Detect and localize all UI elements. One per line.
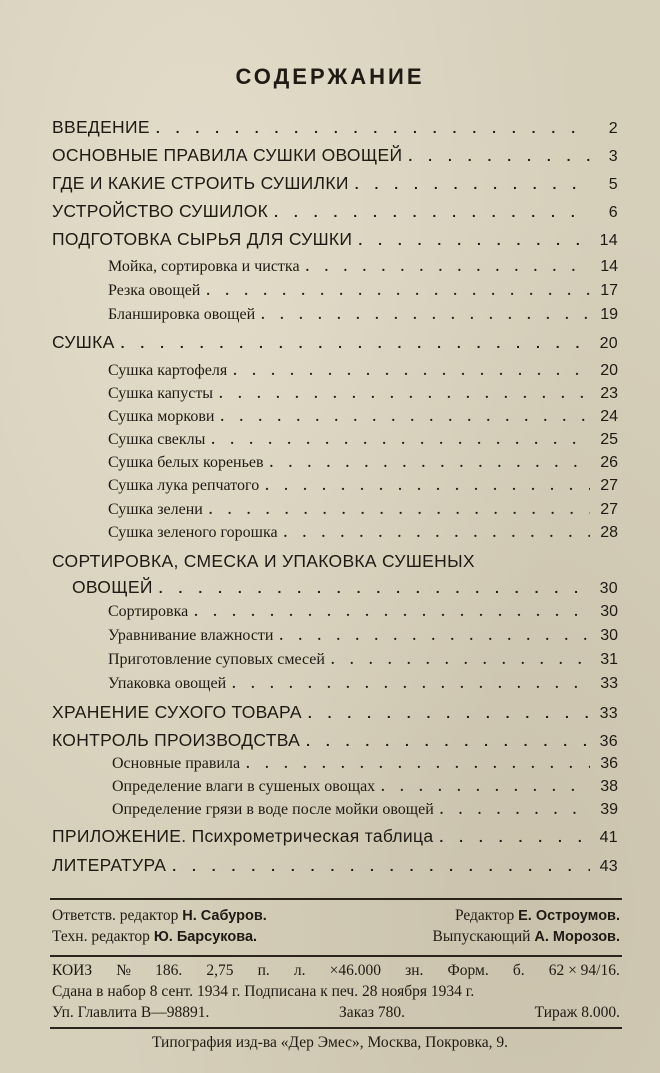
toc-entry-page: 36 xyxy=(600,755,618,772)
imprint-token: л. xyxy=(293,962,306,979)
toc-entry-page: 2 xyxy=(608,120,618,137)
top-divider xyxy=(50,898,622,900)
editor-name: Е. Остроумов. xyxy=(518,908,620,924)
dot-leader xyxy=(265,479,590,495)
toc-entry-label: Определение влаги в сушеных овощах xyxy=(112,778,376,795)
toc-entry-page: 27 xyxy=(600,501,618,518)
issuer xyxy=(433,928,620,946)
toc-entry-page: 31 xyxy=(600,651,618,668)
imprint-license-row xyxy=(52,1004,620,1022)
imprint-token: ×46.000 xyxy=(329,962,381,979)
toc-entry-page: 33 xyxy=(600,675,618,692)
toc-entry xyxy=(52,826,618,847)
toc-entry-label: СУШКА xyxy=(52,332,115,352)
toc-entry-label: ПРИЛОЖЕНИЕ. Психрометрическая таблица xyxy=(52,826,434,846)
dot-leader xyxy=(261,308,590,324)
toc-entry xyxy=(52,229,618,250)
toc-entry-page: 5 xyxy=(608,176,618,193)
imprint-token: зн. xyxy=(405,962,424,979)
toc-entry xyxy=(52,332,618,353)
toc-entry-page: 6 xyxy=(608,204,618,221)
dot-leader xyxy=(194,605,590,621)
issuer-label: Выпускающий xyxy=(432,928,531,945)
toc-subentry xyxy=(112,755,618,773)
dot-leader xyxy=(408,148,590,164)
toc-entry-label: Сушка капусты xyxy=(108,385,214,402)
toc-entry-label: Бланшировка овощей xyxy=(108,306,256,323)
imprint-editors-row-2 xyxy=(52,928,620,946)
toc-subentry xyxy=(108,627,618,645)
imprint-token: КОИЗ xyxy=(52,962,93,979)
toc-subentry xyxy=(108,282,618,300)
toc-entry-page: 25 xyxy=(600,431,618,448)
toc-entry-page: 27 xyxy=(600,477,618,494)
toc-subentry xyxy=(108,651,618,669)
toc-subentry xyxy=(112,801,618,819)
responsible-editor xyxy=(52,907,267,925)
toc-entry-page: 20 xyxy=(599,335,618,352)
toc-entry-label: Сушка белых кореньев xyxy=(108,454,264,471)
imprint-printer-line: Типография изд-ва «Дер Эмес», Москва, Покровка, 9. xyxy=(151,1034,509,1051)
toc-entry-label: Определение грязи в воде после мойки овощей xyxy=(112,801,434,818)
tech-editor-name: Ю. Барсукова. xyxy=(153,929,258,945)
responsible-editor-label: Ответств. редактор xyxy=(52,907,179,924)
toc-entry-label: УСТРОЙСТВО СУШИЛОК xyxy=(52,201,269,221)
toc-entry-page: 30 xyxy=(600,627,618,644)
toc-entry-page: 23 xyxy=(600,385,618,402)
toc-entry-label: Сушка зеленого горошка xyxy=(108,524,278,541)
bottom-divider xyxy=(50,1027,622,1029)
toc-entry-page: 14 xyxy=(599,232,618,249)
toc-subentry xyxy=(112,778,618,796)
dot-leader xyxy=(306,733,590,749)
tech-editor xyxy=(52,928,257,946)
dot-leader xyxy=(284,526,590,542)
dot-leader xyxy=(274,204,590,220)
imprint-license: Уп. Главлита В—98891. xyxy=(52,1004,210,1021)
toc-entry-label: ХРАНЕНИЕ СУХОГО ТОВАРА xyxy=(52,702,302,722)
dot-leader xyxy=(306,260,590,276)
responsible-editor-name: Н. Сабуров. xyxy=(182,908,267,924)
tech-editor-label: Техн. редактор xyxy=(52,928,150,945)
imprint-token: 186. xyxy=(155,962,183,979)
toc-subentry xyxy=(108,524,618,542)
dot-leader xyxy=(159,580,590,596)
dot-leader xyxy=(331,653,590,669)
toc-entry-page: 30 xyxy=(600,603,618,620)
toc-entry-label: Сушка свеклы xyxy=(108,431,206,448)
toc-entry xyxy=(52,702,618,723)
toc-entry-label: Сушка зелени xyxy=(108,501,203,518)
dot-leader xyxy=(233,364,590,380)
toc-subentry xyxy=(108,258,618,276)
dot-leader xyxy=(279,629,590,645)
middle-divider xyxy=(50,955,622,957)
dot-leader xyxy=(355,176,590,192)
dot-leader xyxy=(206,284,590,300)
imprint-order: Заказ 780. xyxy=(339,1004,405,1021)
toc-entry xyxy=(52,117,618,138)
toc-entry-page: 36 xyxy=(599,733,618,750)
toc-subentry xyxy=(108,454,618,472)
toc-entry-label: Сушка моркови xyxy=(108,408,215,425)
dot-leader xyxy=(156,120,590,136)
dot-leader xyxy=(220,410,590,426)
toc-subentry xyxy=(108,603,618,621)
toc-subentry xyxy=(108,477,618,495)
dot-leader xyxy=(308,705,590,721)
imprint-token: п. xyxy=(257,962,270,979)
dot-leader xyxy=(270,456,590,472)
imprint-editors-row-1 xyxy=(52,907,620,925)
toc-entry xyxy=(52,855,618,876)
toc-entry-page: 20 xyxy=(600,362,618,379)
toc-subentry xyxy=(108,675,618,693)
toc-entry xyxy=(52,145,618,166)
editor-label: Редактор xyxy=(454,907,515,924)
imprint-print-run: Тираж 8.000. xyxy=(534,1004,620,1021)
toc-entry xyxy=(52,730,618,751)
dot-leader xyxy=(121,335,590,351)
toc-subentry xyxy=(108,362,618,380)
toc-entry-page: 26 xyxy=(600,454,618,471)
toc-entry-page: 38 xyxy=(600,778,618,795)
toc-entry-page: 28 xyxy=(600,524,618,541)
toc-entry-page: 19 xyxy=(600,306,618,323)
dot-leader xyxy=(358,232,590,248)
toc-entry-page: 3 xyxy=(608,148,618,165)
imprint-token: № xyxy=(116,962,132,979)
toc-entry-page: 43 xyxy=(599,858,618,875)
toc-entry-label: Резка овощей xyxy=(108,282,201,299)
toc-subentry xyxy=(108,501,618,519)
toc-entry-label: Сушка лука репчатого xyxy=(108,477,260,494)
toc-entry xyxy=(72,577,618,598)
toc-entry-label: Приготовление суповых смесей xyxy=(108,651,325,668)
dot-leader xyxy=(172,858,590,874)
dot-leader xyxy=(246,757,590,773)
imprint-format-row xyxy=(52,962,620,980)
imprint-token: 62 × 94/16. xyxy=(548,962,620,979)
toc-entry-label: Основные правила xyxy=(112,755,241,772)
toc-entry-label: ЛИТЕРАТУРА xyxy=(52,855,167,875)
dot-leader xyxy=(219,387,590,403)
toc-subentry xyxy=(108,408,618,426)
issuer-name: А. Морозов. xyxy=(534,929,620,945)
toc-entry-label: ПОДГОТОВКА СЫРЬЯ ДЛЯ СУШКИ xyxy=(52,229,353,249)
page-title: СОДЕРЖАНИЕ xyxy=(235,64,425,89)
dot-leader xyxy=(381,780,590,796)
imprint-token: б. xyxy=(512,962,525,979)
toc-entry-label: Упаковка овощей xyxy=(108,675,227,692)
toc-entry-page: 41 xyxy=(599,829,618,846)
toc-entry-continuation: ОВОЩЕЙ xyxy=(72,577,153,597)
imprint-token: Форм. xyxy=(447,962,489,979)
editor xyxy=(455,907,620,925)
toc-entry-label: СОРТИРОВКА, СМЕСКА И УПАКОВКА СУШЕНЫХ xyxy=(52,551,475,571)
toc-entry-label: Сушка картофеля xyxy=(108,362,228,379)
toc-entry-label: Сортировка xyxy=(108,603,189,620)
toc-entry-page: 17 xyxy=(600,282,618,299)
toc-entry-page: 30 xyxy=(599,580,618,597)
toc-entry-page: 33 xyxy=(599,705,618,722)
toc-entry-page: 24 xyxy=(600,408,618,425)
toc-entry xyxy=(52,173,618,194)
toc-subentry xyxy=(108,385,618,403)
imprint-dates-line: Сдана в набор 8 сент. 1934 г. Подписана к печ. 28 ноября 1934 г. xyxy=(52,983,475,1000)
toc-entry-page: 14 xyxy=(600,258,618,275)
imprint-token: 2,75 xyxy=(206,962,234,979)
toc-entry-label: Мойка, сортировка и чистка xyxy=(108,258,300,275)
toc-subentry xyxy=(108,306,618,324)
dot-leader xyxy=(211,433,590,449)
dot-leader xyxy=(232,677,590,693)
dot-leader xyxy=(439,829,590,845)
toc-entry xyxy=(52,201,618,222)
toc-entry-label: Уравнивание влажности xyxy=(108,627,274,644)
toc-entry-label: ВВЕДЕНИЕ xyxy=(52,117,150,137)
toc-entry-label: ГДЕ И КАКИЕ СТРОИТЬ СУШИЛКИ xyxy=(52,173,349,193)
dot-leader xyxy=(209,503,590,519)
toc-entry-label: КОНТРОЛЬ ПРОИЗВОДСТВА xyxy=(52,730,301,750)
toc-entry-page: 39 xyxy=(600,801,618,818)
toc-subentry xyxy=(108,431,618,449)
dot-leader xyxy=(440,803,590,819)
toc-entry-label: ОСНОВНЫЕ ПРАВИЛА СУШКИ ОВОЩЕЙ xyxy=(52,145,403,165)
